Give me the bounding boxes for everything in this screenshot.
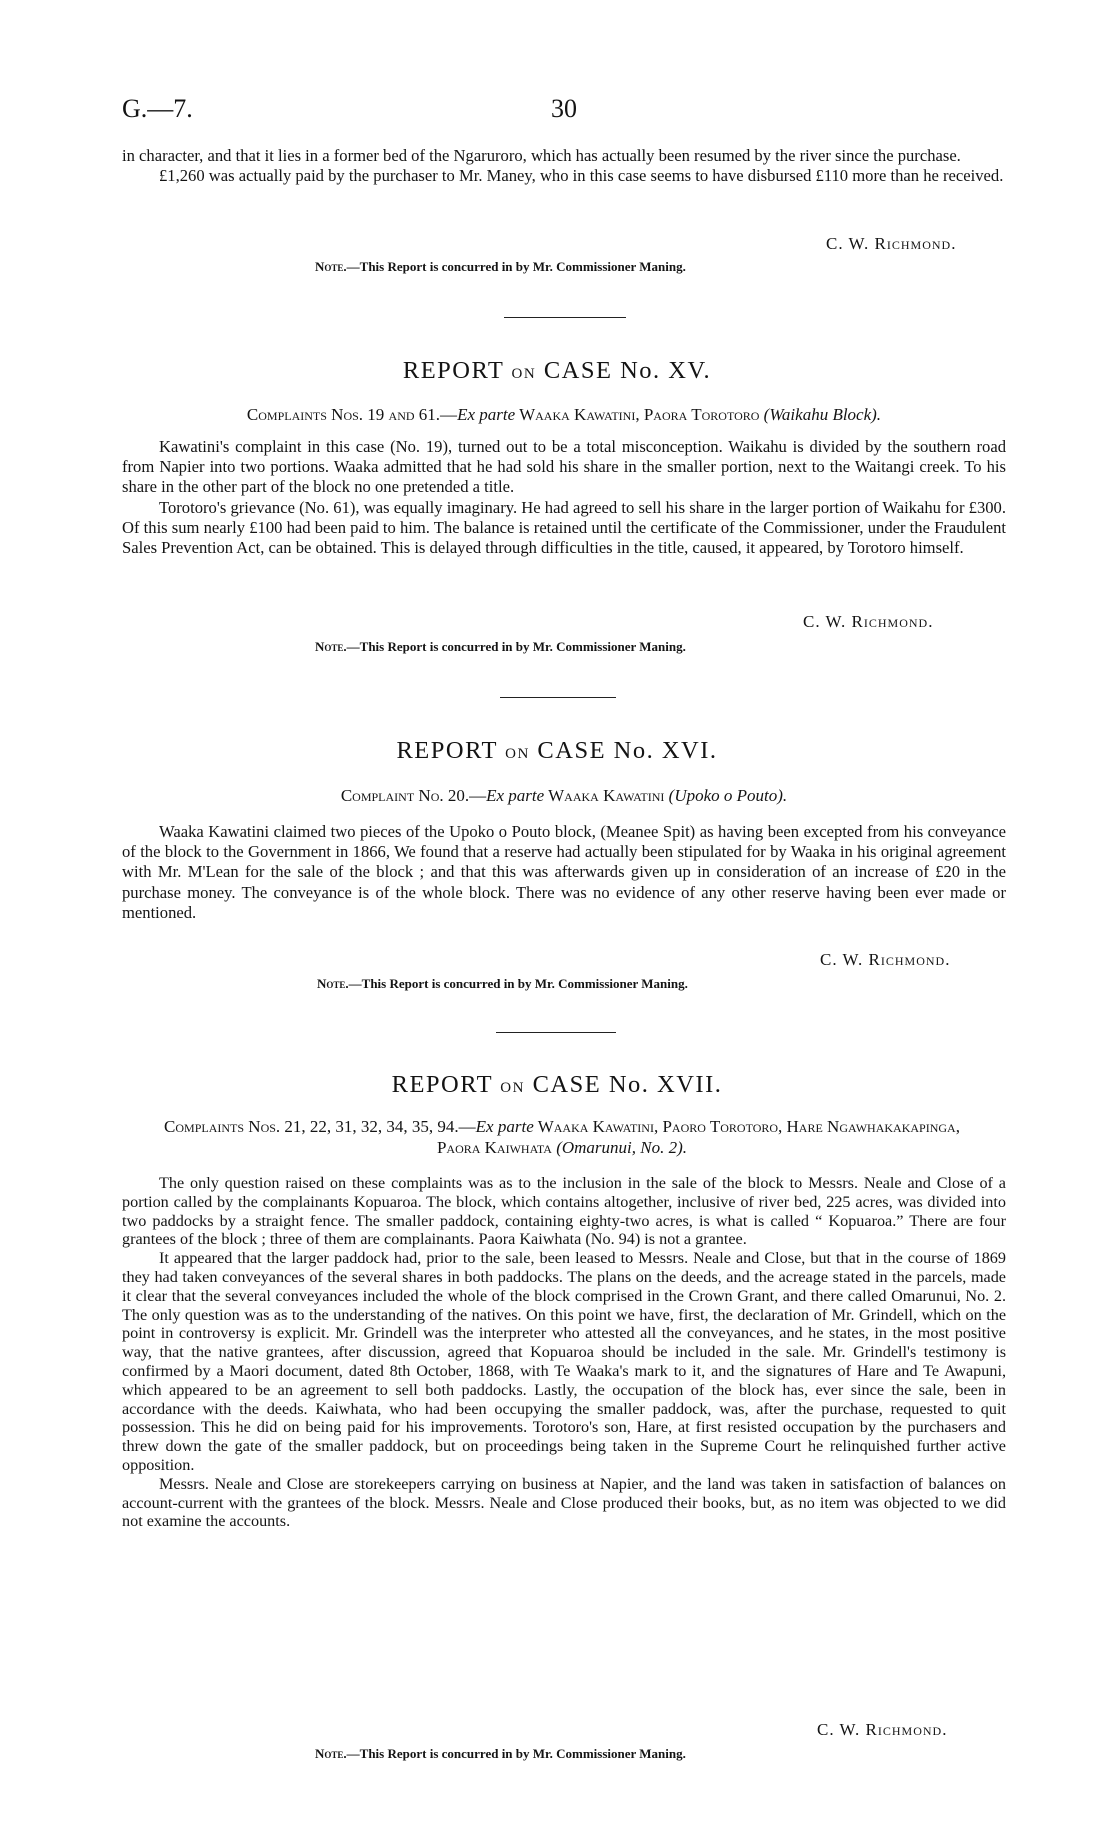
heading-word: on xyxy=(505,739,530,763)
complaint-block: (Waikahu Block). xyxy=(763,405,882,424)
signature: C. W. Richmond. xyxy=(820,950,951,969)
note-label: Note. xyxy=(315,259,347,274)
intro-text xyxy=(122,146,1006,186)
section-heading xyxy=(0,737,1114,765)
complaint-ex-parte: Ex parte xyxy=(457,405,516,424)
heading-word: REPORT xyxy=(396,737,498,764)
note-text: —This Report is concurred in by Mr. Commissioner Maning. xyxy=(346,1746,686,1761)
note-text: —This Report is concurred in by Mr. Commissioner Maning. xyxy=(346,639,686,654)
note xyxy=(315,639,686,655)
complaint-ex-parte: Ex parte xyxy=(486,786,545,805)
case-text xyxy=(122,822,1006,923)
note-text: —This Report is concurred in by Mr. Commissioner Maning. xyxy=(346,259,686,274)
complaint-line xyxy=(122,785,1006,806)
signature: C. W. Richmond. xyxy=(826,234,957,253)
paragraph: Waaka Kawatini claimed two pieces of the Upoko o Pouto block, (Meanee Spit) as having been excepted from his conveyance of the block to the Government in 1866, We found that a reserve had actually been stipulated for by Waaka in his original agreement with Mr. M'Lean for the sale of the block ; and that this was afterwards given up in consideration of an increase of £20 in the purchase money. The conveyance is of the whole block. There was no evidence of any other reserve having been ever made or mentioned. xyxy=(122,822,1006,922)
paragraph: It appeared that the larger paddock had, prior to the sale, been leased to Messrs. Neale and Close, but that in the course of 1869 they had taken conveyances of the several shares in both paddocks. The plans on the deeds, and the acreage stated in the parcels, made it clear that the several conveyances included the whole of the block comprised in the Crown Grant, and there called Omarunui, No. 2. The only question was as to the understanding of the natives. On this point we have, first, the declaration of Mr. Grindell, which on the point in controversy is explicit. Mr. Grindell was the interpreter who attested all the conveyances, and he states, in the most positive way, that the native grantees, after discussion, agreed that Kopuaroa should be included in the sale. Mr. Grindell's testimony is confirmed by a Maori document, dated 8th October, 1868, with Te Waaka's mark to it, and the signatures of Hare and Te Awapuni, which appeared to be an agreement to sell both paddocks. Lastly, the occupation of the block has, ever since the sale, been in accordance with the deeds. Kaiwhata, who had been occupying the smaller paddock, was, after the purchase, requested to quit possession. This he did on being paid for his improvements. Torotoro's son, Hare, at first resisted occupation by the purchasers and threw down the gate of the smaller paddock, but on proceedings being taken in the Supreme Court he relinquished further active opposition. xyxy=(122,1249,1006,1474)
heading-word: on xyxy=(500,1073,525,1097)
heading-word: CASE No. XVI. xyxy=(537,737,718,764)
heading-word: on xyxy=(511,359,537,383)
section-divider xyxy=(500,697,616,698)
section-heading xyxy=(0,357,1114,385)
paragraph: £1,260 was actually paid by the purchaser to Mr. Maney, who in this case seems to have disbursed £110 more than he received. xyxy=(159,166,1004,186)
complaint-label: Complaint No. 20.— xyxy=(340,786,487,805)
paragraph: The only question raised on these complaints was as to the inclusion in the sale of the block to Messrs. Neale and Close of a portion called by the complainants Kopuaroa. The block, which contains altogether, inclusive of river bed, 225 acres, was divided into two paddocks by a straight fence. The smaller paddock, containing eighty-two acres, is what is called “ Kopuaroa.” There are four grantees of the block ; three of them are complainants. Paora Kaiwhata (No. 94) is not a grantee. xyxy=(122,1174,1006,1249)
heading-word: CASE No. XVII. xyxy=(532,1071,723,1098)
signature: C. W. Richmond. xyxy=(817,1720,948,1739)
case-text xyxy=(122,437,1006,558)
complaint-names: Waaka Kawatini xyxy=(544,786,669,805)
signature: C. W. Richmond. xyxy=(803,612,934,631)
complaint-block: (Omarunui, No. 2). xyxy=(556,1138,688,1157)
note-label: Note. xyxy=(315,639,347,654)
note-text: —This Report is concurred in by Mr. Commissioner Maning. xyxy=(348,976,688,991)
note xyxy=(315,259,686,275)
section-divider xyxy=(504,317,626,318)
note-label: Note. xyxy=(315,1746,347,1761)
page-number: 30 xyxy=(551,94,577,123)
complaint-line xyxy=(162,1116,962,1158)
paragraph: Kawatini's complaint in this case (No. 19), turned out to be a total misconception. Waikahu is divided by the southern road from Napier into two portions. Waaka admitted that he had sold his share in the smaller portion, next to the Waitangi creek. To his share in the other part of the block no one pretended a title. xyxy=(122,437,1006,497)
heading-word: REPORT xyxy=(402,357,504,384)
complaint-label: Complaints Nos. 21, 22, 31, 32, 34, 35, 94.— xyxy=(164,1117,476,1136)
complaint-names: Waaka Kawatini, Paoro Torotoro, Hare Ngawhakakapinga, Paora Kaiwhata xyxy=(436,1117,960,1157)
document-code: G.—7. xyxy=(122,94,193,123)
section-divider xyxy=(496,1032,616,1033)
note xyxy=(317,976,688,992)
paragraph: in character, and that it lies in a former bed of the Ngaruroro, which has actually been resumed by the river since the purchase. xyxy=(122,146,961,165)
note-label: Note. xyxy=(317,976,349,991)
heading-word: CASE No. XV. xyxy=(543,357,712,384)
complaint-block: (Upoko o Pouto). xyxy=(668,786,788,805)
section-heading xyxy=(0,1071,1114,1099)
complaint-line xyxy=(122,404,1006,425)
note xyxy=(315,1746,686,1762)
paragraph: Messrs. Neale and Close are storekeepers carrying on business at Napier, and the land was taken in satisfaction of balances on account-current with the grantees of the block. Messrs. Neale and Close produced their books, but, as no item was objected to we did not examine the accounts. xyxy=(122,1474,1006,1531)
heading-word: REPORT xyxy=(391,1071,493,1098)
complaint-label: Complaints Nos. 19 and 61.— xyxy=(246,405,458,424)
complaint-ex-parte: Ex parte xyxy=(475,1117,534,1136)
complaint-names: Waaka Kawatini, Paora Torotoro xyxy=(515,405,764,424)
case-text xyxy=(122,1174,1006,1531)
paragraph: Torotoro's grievance (No. 61), was equally imaginary. He had agreed to sell his share in the larger portion of Waikahu for £300. Of this sum nearly £100 had been paid to him. The balance is retained until the certificate of the Commissioner, under the Fraudulent Sales Prevention Act, can be obtained. This is delayed through difficulties in the title, caused, it appeared, by Torotoro himself. xyxy=(122,497,1006,558)
